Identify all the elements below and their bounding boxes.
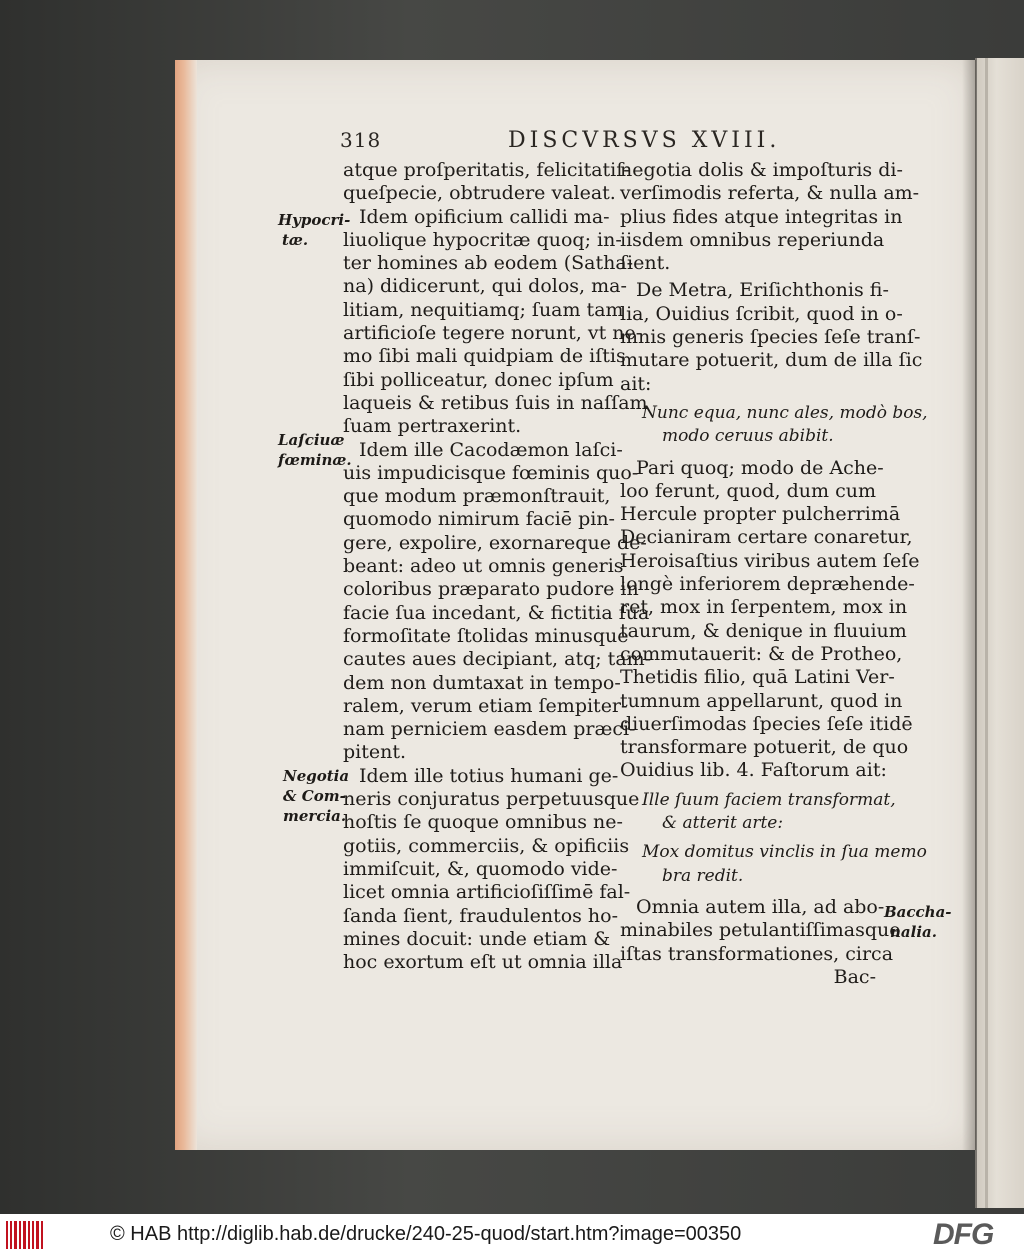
text-line: atque proſperitatis, felicitatiſ- <box>343 159 630 181</box>
text-line: coloribus præparato pudore in <box>343 578 639 601</box>
text-line: artificioſe tegere norunt, vt ne- <box>343 322 643 345</box>
text-line: mo ſibi mali quidpiam de iſtis <box>343 345 626 368</box>
text-line: Ouidius lib. 4. Faſtorum ait: <box>620 759 887 782</box>
text-line: Idem ille totius humani ge- <box>359 764 619 787</box>
text-line: ſanda ſient, fraudulentos ho- <box>343 904 619 927</box>
text-line: iisdem omnibus reperiunda <box>620 228 885 251</box>
text-line: licet omnia artificioſiſſimē fal- <box>343 881 631 904</box>
text-line: formoſitate ſtolidas minusque <box>343 624 629 647</box>
text-line: verſimodis referta, & nulla am- <box>620 182 920 205</box>
text-line: neris conjuratus perpetuusque <box>343 788 640 811</box>
verse-line: bra redit. <box>662 865 744 886</box>
text-line: minabiles petulantiſſimasque <box>620 919 901 942</box>
text-line: mnis generis ſpecies ſeſe tranſ- <box>620 326 921 349</box>
text-line: liuolique hypocritæ quoq; in- <box>343 228 622 251</box>
text-line: ſient. <box>620 252 671 275</box>
next-page-edge <box>975 58 1024 1208</box>
marginal-note-hypocritae <box>278 210 350 250</box>
text-line: negotia dolis & impoſturis di- <box>620 159 903 181</box>
text-line: litiam, nequitiamq; ſuam tam <box>343 298 624 321</box>
text-line: ait: <box>620 372 652 395</box>
text-line: loo ferunt, quod, dum cum <box>620 479 876 502</box>
verse-line: Ille ſuum faciem transformat, <box>642 789 896 810</box>
text-line: mines docuit: unde etiam & <box>343 927 611 950</box>
viewer-footer <box>0 1214 1024 1255</box>
text-line: lia, Ouidius ſcribit, quod in o- <box>620 302 903 325</box>
gutter-shadow <box>962 60 976 1150</box>
text-line: Hercule propter pulcherrimā <box>620 503 901 526</box>
text-line: transformare potuerit, de quo <box>620 736 909 759</box>
text-line: cautes aues decipiant, atq; tam- <box>343 648 652 671</box>
text-line: longè inferiorem depræhende- <box>620 573 915 596</box>
marginal-line: nalia. <box>890 923 937 941</box>
page-number: 318 <box>340 128 382 152</box>
marginal-line: tæ. <box>282 231 309 249</box>
marginal-note-lasciuae <box>278 430 352 470</box>
marginal-line: Negotia <box>283 767 350 785</box>
text-line: que modum præmonſtrauit, <box>343 485 611 508</box>
text-line: commutauerit: & de Protheo, <box>620 642 903 665</box>
text-line: iſtas transformationes, circa <box>620 942 894 965</box>
marginal-line: & Com- <box>283 787 346 805</box>
text-line: hoſtis ſe quoque omnibus ne- <box>343 811 623 834</box>
text-line: gotiis, commerciis, & opificiis <box>343 834 630 857</box>
text-line: Heroisaſtius viribus autem ſeſe <box>620 549 920 572</box>
text-line: Idem opificium callidi ma- <box>359 205 610 228</box>
text-line: uis impudicisque fœminis quo- <box>343 461 639 484</box>
text-line: ralem, verum etiam ſempiter- <box>343 694 628 717</box>
verse-line: Mox domitus vinclis in ſua memo <box>642 842 927 863</box>
marginal-note-bacchanalia <box>884 902 952 942</box>
text-line: Pari quoq; modo de Ache- <box>636 456 884 479</box>
text-line: facie ſua incedant, & fictitia ſua <box>343 601 650 624</box>
footer-credit-link[interactable]: © HAB http://diglib.hab.de/drucke/240-25-quod/start.htm?image=00350 <box>110 1223 742 1245</box>
dfg-logo[interactable]: DFG <box>933 1218 994 1251</box>
text-line: na) didicerunt, qui dolos, ma- <box>343 275 627 298</box>
text-line: Idem ille Cacodæmon laſci- <box>359 438 623 461</box>
text-line: beant: adeo ut omnis generis <box>343 555 624 578</box>
marginal-line: Hypocri- <box>278 211 351 229</box>
hab-barcode-logo-icon[interactable] <box>6 1221 46 1249</box>
text-line: pitent. <box>343 741 407 764</box>
text-line: ſibi polliceatur, donec ipſum <box>343 368 614 391</box>
text-line: diuerſimodas ſpecies ſeſe itidē <box>620 712 913 735</box>
text-line: tumnum appellarunt, quod in <box>620 689 903 712</box>
text-line: nam perniciem easdem præci- <box>343 718 636 741</box>
text-line: ret, mox in ſerpentem, mox in <box>620 596 908 619</box>
text-line: ſuam pertraxerint. <box>343 415 522 438</box>
text-line: gere, expolire, exornareque de- <box>343 531 647 554</box>
verse-line: Nunc equa, nunc ales, modò bos, <box>642 402 928 423</box>
marginal-note-negotia <box>283 766 349 826</box>
text-line: Thetidis filio, quā Latini Ver- <box>620 666 895 689</box>
verse-line: & atterit arte: <box>662 813 784 834</box>
text-line: queſpecie, obtrudere valeat. <box>343 182 616 205</box>
text-line: mutare potuerit, dum de illa ſic <box>620 349 923 372</box>
catchword: Bac- <box>833 965 876 988</box>
text-line: quomodo nimirum faciē pin- <box>343 508 615 531</box>
text-line: taurum, & denique in fluuium <box>620 619 907 642</box>
page-stained-edge <box>175 60 197 1150</box>
text-line: Omnia autem illa, ad abo- <box>636 895 885 918</box>
text-line: Decianiram certare conaretur, <box>620 526 913 549</box>
text-line: plius fides atque integritas in <box>620 205 903 228</box>
text-line: ter homines ab eodem (Satha- <box>343 252 634 275</box>
text-line: De Metra, Eriſichthonis fi- <box>636 279 889 302</box>
marginal-line: Laſciuæ <box>278 431 345 449</box>
marginal-line: Baccha- <box>884 903 952 921</box>
page-header <box>340 128 900 158</box>
text-line: hoc exortum eſt ut omnia illa <box>343 951 623 974</box>
marginal-line: mercia. <box>283 807 347 825</box>
page-stack-edge <box>985 58 988 1208</box>
text-line: immiſcuit, &, quomodo vide- <box>343 857 618 880</box>
text-line: dem non dumtaxat in tempo- <box>343 671 621 694</box>
text-line: laqueis & retibus ſuis in naſſam <box>343 391 648 414</box>
verse-line: modo ceruus abibit. <box>662 426 834 447</box>
marginal-line: fœminæ. <box>278 451 352 469</box>
running-title: DISCVRSVS XVIII. <box>508 128 781 153</box>
